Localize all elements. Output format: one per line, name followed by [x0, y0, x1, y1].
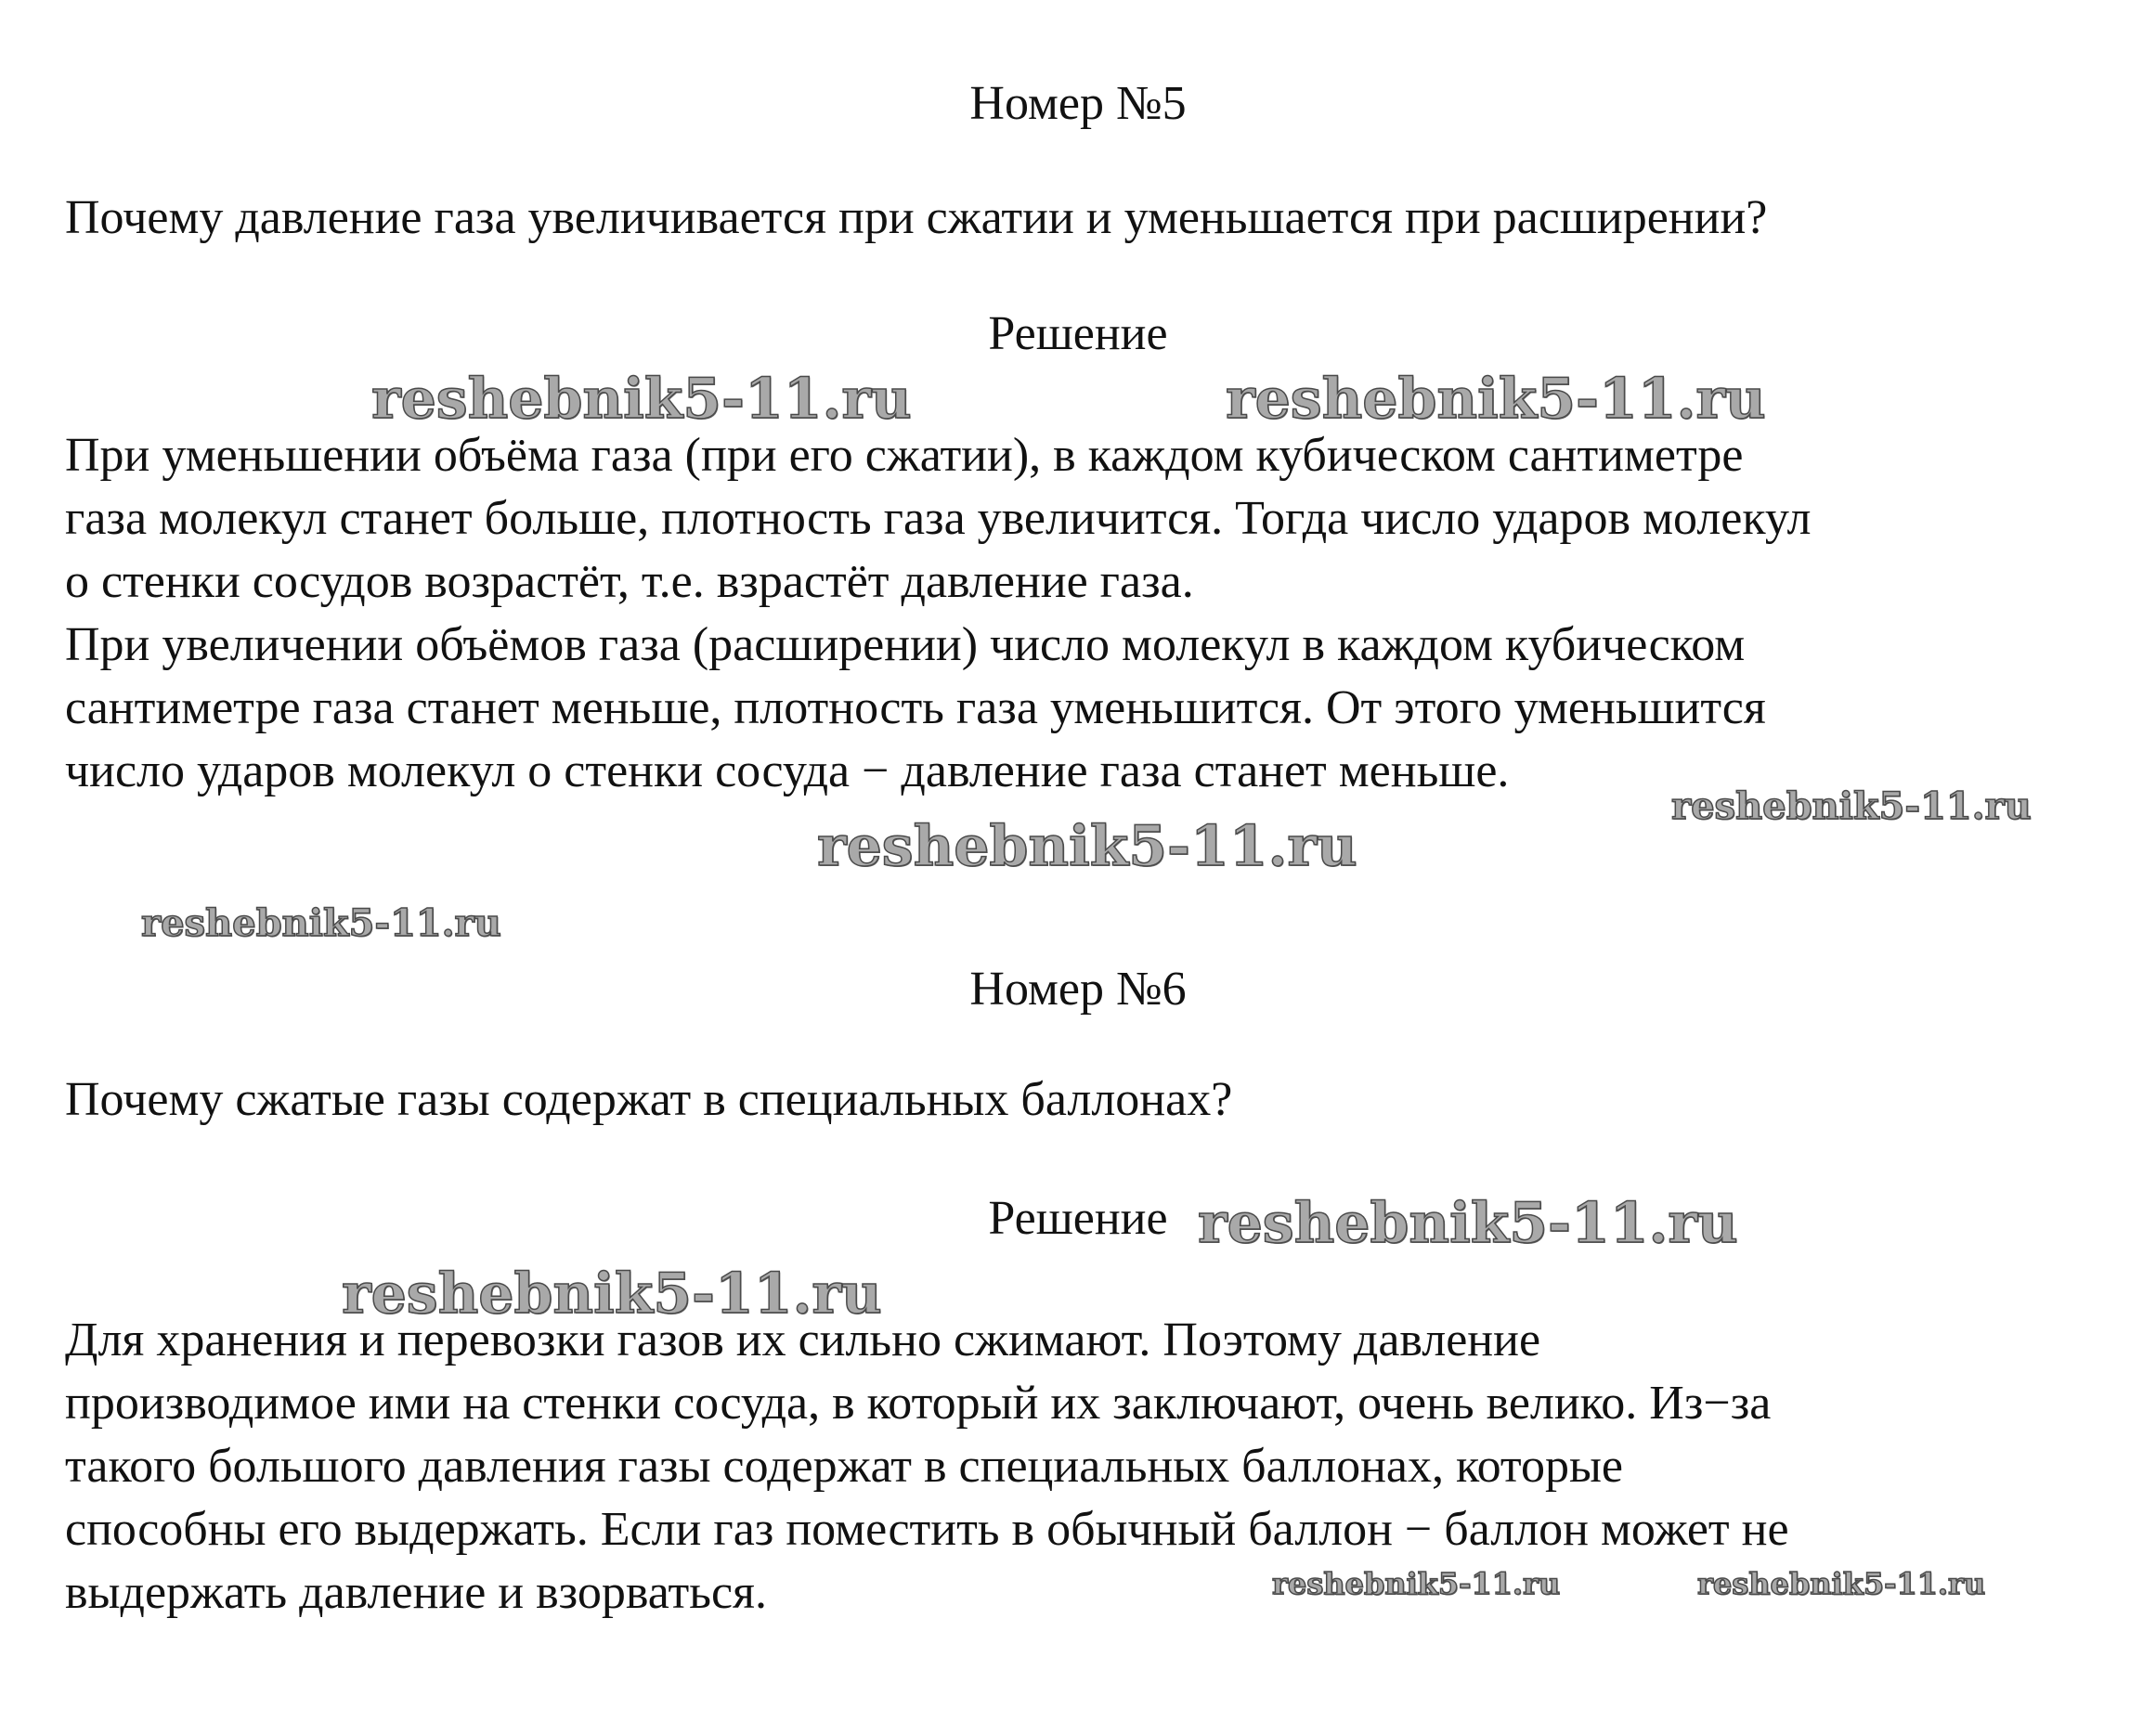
answer-line: производимое ими на стенки сосуда, в который их заключают, очень велико. Из−за	[65, 1377, 1772, 1430]
answer-line: Для хранения и перевозки газов их сильно сжимают. Поэтому давление	[65, 1314, 1541, 1366]
watermark: reshebnik5-11.ru	[141, 901, 501, 945]
answer-line: число ударов молекул о стенки сосуда − давление газа станет меньше.	[65, 744, 1510, 797]
section-5-title: Номер №5	[969, 77, 1187, 130]
answer-line: При уменьшении объёма газа (при его сжатии), в каждом кубическом сантиметре	[65, 429, 1744, 482]
watermark: reshebnik5-11.ru	[817, 814, 1357, 879]
section-6-solution-label: Решение	[988, 1192, 1168, 1245]
answer-line: такого большого давления газы содержат в специальных баллонах, которые	[65, 1440, 1623, 1493]
watermark: reshebnik5-11.ru	[342, 1262, 882, 1327]
section-6-title: Номер №6	[969, 963, 1187, 1016]
answer-line: При увеличении объёмов газа (расширении) число молекул в каждом кубическом	[65, 618, 1746, 671]
watermark: reshebnik5-11.ru	[1671, 784, 2032, 828]
section-5-question: Почему давление газа увеличивается при сжатии и уменьшается при расширении?	[65, 191, 1768, 244]
watermark: reshebnik5-11.ru	[1198, 1191, 1738, 1256]
answer-line: способны его выдержать. Если газ поместить в обычный баллон − баллон может не	[65, 1503, 1789, 1556]
watermark: reshebnik5-11.ru	[1226, 367, 1766, 432]
section-5-answer	[65, 424, 2145, 803]
watermark: reshebnik5-11.ru	[1272, 1566, 1561, 1601]
answer-line: газа молекул станет больше, плотность газа увеличится. Тогда число ударов молекул	[65, 492, 1812, 545]
answer-line: выдержать давление и взорваться.	[65, 1566, 767, 1619]
watermark: reshebnik5-11.ru	[371, 367, 912, 432]
section-6-question: Почему сжатые газы содержат в специальных баллонах?	[65, 1073, 1233, 1126]
section-5-solution-label: Решение	[988, 307, 1168, 360]
answer-line: сантиметре газа станет меньше, плотность газа уменьшится. От этого уменьшится	[65, 681, 1766, 734]
watermark: reshebnik5-11.ru	[1697, 1566, 1986, 1601]
answer-line: о стенки сосудов возрастёт, т.е. взрастёт давление газа.	[65, 555, 1194, 608]
